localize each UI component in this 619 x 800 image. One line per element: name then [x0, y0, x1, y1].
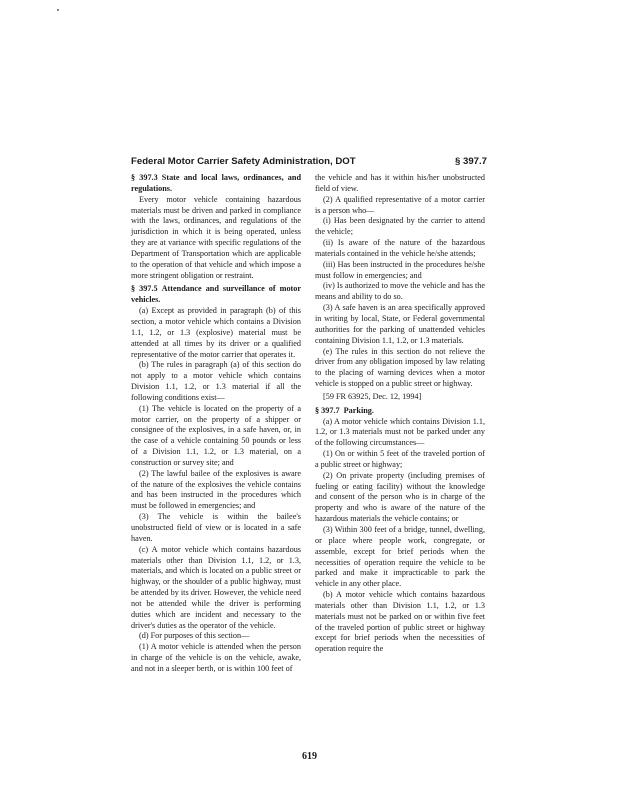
paragraph: (ii) Is aware of the nature of the hazardous materials contained in the vehicle he/she attends; [315, 238, 485, 258]
paragraph: (2) A qualified representative of a motor carrier is a person who— [315, 194, 485, 215]
paragraph: (1) On or within 5 feet of the traveled portion of a public street or highway; [315, 449, 485, 469]
paragraph: (2) The lawful bailee of the explosives is aware of the nature of the explosives the vehicle contains and has been instructed in the procedures which must be followed in emergencies; and [131, 468, 301, 511]
paragraph: (c) A motor vehicle which contains hazardous materials other than Division 1.1, 1.2, or 1.3, materials, and which is located on a public street or highway, or the shoulder of a public highway, must be attended by its driver. However, the vehicle need not be attended while the driver is performing duties which are incident and necessary to the driver's duties as the operator of the vehicle. [131, 544, 301, 630]
paragraph: (b) The rules in paragraph (a) of this section do not apply to a motor vehicle which contains Division 1.1, 1.2, or 1.3 material if all the following conditions exist— [131, 360, 301, 402]
paragraph: (a) A motor vehicle which contains Division 1.1, 1.2, or 1.3 materials must not be parked under any of the following circumstances— [315, 416, 485, 448]
section-number: § 397.5 [131, 284, 158, 294]
running-head [131, 156, 487, 167]
paragraph: (1) A motor vehicle is attended when the person in charge of the vehicle is on the vehicle, awake, and not in a sleeper berth, or is within 100 feet of [131, 642, 301, 673]
paragraph: the vehicle and has it within his/her unobstructed field of view. [315, 173, 485, 193]
section-title: State and local laws, ordinances, and regulations. [131, 173, 302, 193]
section-reference: § 397.7 [454, 156, 487, 167]
section-title: Parking. [343, 405, 374, 415]
section-number: § 397.7 [315, 405, 340, 415]
section-heading [131, 173, 301, 195]
paragraph: (3) Within 300 feet of a bridge, tunnel, dwelling, or place where people work, congregate, or assemble, except for brief periods when the necessities of operation require the vehicle to be parked and make it impracticable to park the vehicle in any other place. [315, 525, 485, 589]
citation: [59 FR 63925, Dec. 12, 1994] [323, 391, 422, 401]
paragraph: (2) On private property (including premises of fueling or eating facility) without the knowledge and consent of the person who is in charge of the property and who is aware of the nature of the hazardous materials the vehicle contains; or [315, 470, 485, 524]
paragraph: (a) Except as provided in paragraph (b) of this section, a motor vehicle which contains a Division 1.1, 1.2, or 1.3 (explosive) material must be attended at all times by its driver or a qualified representative of the motor carrier that operates it. [131, 306, 301, 359]
agency-title: Federal Motor Carrier Safety Administration, DOT [131, 156, 356, 167]
paragraph: (iv) Is authorized to move the vehicle and has the means and ability to do so. [315, 281, 485, 302]
section-number: § 397.3 [131, 173, 158, 182]
section-heading [131, 284, 301, 306]
page-number: 619 [302, 751, 317, 762]
paragraph: (3) The vehicle is within the bailee's unobstructed field of view or is located in a safe haven. [131, 512, 301, 543]
paragraph: (b) A motor vehicle which contains hazardous materials other than Division 1.1, 1.2, or 1.3 materials must not be parked on or within five feet of the traveled portion of public street or highway except for brief periods when the necessities of operation require the [315, 590, 485, 654]
paragraph: Every motor vehicle containing hazardous materials must be driven and parked in compliance with the laws, ordinances, and regulations of the jurisdiction in which it is being operated, unless they are at variance with specific regulations of the Department of Transportation which are applicable to the operation of that vehicle and which impose a more stringent obligation or restraint. [131, 194, 301, 280]
section-title: Attendance and surveillance of motor vehicles. [131, 284, 301, 305]
paragraph: (1) The vehicle is located on the property of a motor carrier, on the property of a shipper or consignee of the explosives, in a safe haven, or, in the case of a vehicle containing 50 pounds or less of a Division 1.1, 1.2, or 1.3 material, on a construction or survey site; and [131, 403, 301, 467]
paragraph: (i) Has been designated by the carrier to attend the vehicle; [315, 216, 485, 237]
scan-speck [57, 9, 59, 11]
paragraph: (d) For purposes of this section— [139, 631, 250, 641]
paragraph: (3) A safe haven is an area specifically approved in writing by local, State, or Federal governmental authorities for the parking of unattended vehicles containing Division 1.1, 1.2, or 1.3 materials. [315, 303, 485, 345]
paragraph: (iii) Has been instructed in the procedures he/she must follow in emergencies; and [315, 259, 485, 280]
right-column [315, 173, 485, 655]
section-heading [315, 406, 485, 417]
paragraph: (e) The rules in this section do not relieve the driver from any obligation imposed by law relating to the placing of warning devices when a motor vehicle is stopped on a public street or highway. [315, 346, 485, 389]
left-column [131, 173, 301, 675]
